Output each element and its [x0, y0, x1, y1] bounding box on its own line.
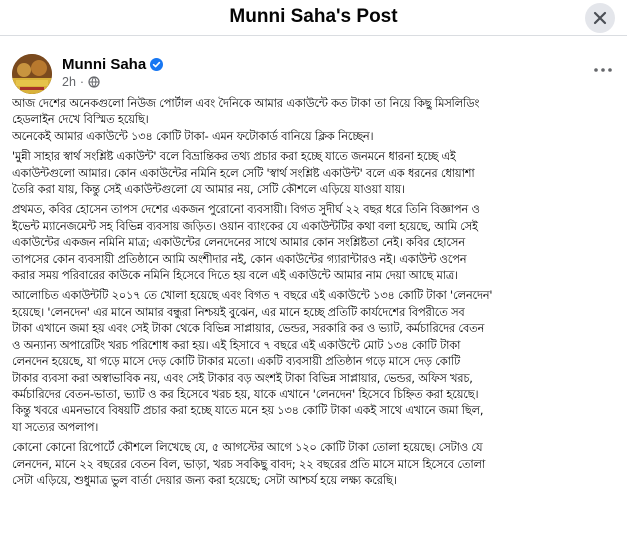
post-text-line: সেটা এড়িয়ে, শুধুমাত্র ভুল বার্তা দেয়ার জন্য করা হয়েছে; সেটা আশ্চর্য হয়ে লক্ষ্য করেছি। [12, 473, 397, 487]
post-text-line: যা সত্যের অপলাপ। [12, 420, 99, 434]
post-text-line: ইভেন্ট ম্যানেজমেন্ট সহ বিভিন্ন ব্যবসায় জড়িত। ওয়ান ব্যাংকের যে একাউন্টটির কথা বলা হয়েছে, আমি সেই [12, 219, 478, 233]
close-icon [593, 11, 607, 25]
post-text-line: আজ দেশের অনেকগুলো নিউজ পোর্টাল এবং দৈনিকে আমার একাউন্টে কত টাকা তা নিয়ে কিছু মিসলিডিং [12, 97, 480, 110]
meta-separator: · [79, 75, 85, 89]
author-name[interactable]: Munni Saha [62, 56, 147, 73]
post-text-line: হেডলাইন দেখে বিস্মিত হয়েছি। [12, 113, 149, 127]
more-options-button[interactable] [591, 60, 615, 80]
avatar[interactable] [12, 54, 52, 94]
more-options-icon [594, 68, 612, 72]
post-header [12, 54, 615, 94]
dialog-title: Munni Saha's Post [229, 6, 398, 27]
post-text-line: তৈরি করা যায়, কিন্তু সেই একাউন্টগুলো যে আমার নয়, সেটি কৌশলে এড়িয়ে যাওয়া যায়। [12, 183, 405, 197]
post-text-line: কোনো কোনো রিপোর্টে কৌশলে লিখেছে যে, ৫ আগস্টের আগে ১২০ কোটি টাকা তোলা হয়েছে। সেটাও যে [12, 441, 483, 455]
post-paragraph [12, 149, 617, 198]
post-text-line: একাউন্টগুলো আমার। কোন একাউন্টের নমিনি হলে সেটি 'স্বার্থ সংশ্লিষ্ট একাউন্ট' বলে এক ধরনের ধোয়াশা [12, 166, 475, 180]
post-paragraph [12, 202, 617, 284]
post-text-line: টাকার ব্যবসা করা অস্বাভাবিক নয়, এবং সেই টাকার বড় অংশই টাকা বিভিন্ন সাপ্লায়ার, ভেন্ডর, অফিস খরচ, [12, 371, 473, 385]
post-text-line: করার সময় পরিবারের কাউকে নমিনি হিসেবে দিতে হয় বলে এই একাউন্টে আমার নাম দেয়া আছে মাত্র। [12, 269, 458, 283]
post-text-line: তাপসের কোন ব্যবসায়ী প্রতিষ্ঠানে আমি অংশীদার নই, কোন একাউন্টের গ্যারান্টারও নই। একাউন্ট ওপেন [12, 252, 467, 266]
post-text-line: লেনদেন, মানে ২২ বছরের বেতন বিল, ভাড়া, খরচ সবকিছু বাবদ; ২২ বছরের প্রতি মাসে মাসে হিসেবে তোলা [12, 457, 486, 471]
post-meta [62, 75, 100, 89]
post-text-line: লেনদেন হয়েছে, যা গড়ে মাসে দেড় কোটি টাকার মতো। একটি ব্যবসায়ী প্রতিষ্ঠান গড়ে মাসে দেড় কোটি [12, 355, 461, 369]
post-paragraph [12, 440, 617, 489]
profile-photo [12, 54, 52, 94]
post-text [12, 96, 617, 493]
close-button[interactable] [585, 3, 615, 33]
author-name-row[interactable] [62, 56, 163, 73]
post-text-line: কিন্তু খবরে এমনভাবে বিষয়টি প্রচার করা হচ্ছে যাতে মনে হয় ১৩৪ কোটি টাকা একই সাথে এখানে জমা ছিল, [12, 404, 484, 418]
post-text-line: প্রথমত, কবির হোসেন তাপস দেশের একজন পুরোনো ব্যবসায়ী। বিগত সুদীর্ঘ ২২ বছর ধরে তিনি বিজ্ঞাপন ও [12, 203, 480, 217]
post-dialog-header [0, 0, 627, 36]
post-paragraph [12, 96, 617, 145]
verified-badge-icon [150, 58, 163, 71]
post-paragraph [12, 288, 617, 436]
post-text-line: ও অন্যান্য অপারেটিং খরচ পরিশোধ করা হয়। এই হিসাবে ৭ বছরে এই একাউন্টে মোট ১৩৪ কোটি টাকা [12, 338, 461, 352]
post-text-line: 'মুন্নী সাহার স্বার্থ সংশ্লিষ্ট একাউন্ট' বলে বিভ্রান্তিকর তথ্য প্রচার করা হচ্ছে যাতে জনমনে ধারনা হচ্ছে এই [12, 150, 456, 164]
post-timestamp[interactable]: 2h [62, 75, 76, 89]
post-text-line: টাকা এখানে জমা হয় এবং সেই টাকা থেকে বিভিন্ন সাপ্লায়ার, ভেন্ডর, সরকারি কর ও ভ্যাট, কর্মচারিদের বেতন [12, 322, 485, 336]
post-text-line: অনেকেই আমার একাউন্টে ১৩৪ কোটি টাকা- এমন ফটোকার্ড বানিয়ে ক্লিক নিচ্ছেন। [12, 129, 374, 143]
post-text-line: কর্মচারিদের বেতন-ভাতা, ভ্যাট ও কর হিসেবে খরচ হয়, যাকে এখানে 'লেনদেন' হিসেবে চিহ্নিত করা হয়েছে। [12, 387, 479, 401]
post-text-line: হয়েছে। 'লেনদেন' এর মানে আমার বন্ধুরা নিশ্চয়ই বুঝেন, এর মানে হচ্ছে প্রতিটি কার্যদেশের বিপরীতে সব [12, 305, 465, 319]
post-text-line: একাউন্টের একজন নমিনি মাত্র; একাউন্টের লেনদেনের সাথে আমার কোন সংশ্লিষ্টতা নেই। কবির হোসেন [12, 236, 465, 250]
globe-icon[interactable] [88, 76, 100, 88]
post-text-line: আলোচিত একাউন্টটি ২০১৭ তে খোলা হয়েছে এবং বিগত ৭ বছরে এই একাউন্টে ১৩৪ কোটি টাকা 'লেনদেন' [12, 289, 493, 303]
